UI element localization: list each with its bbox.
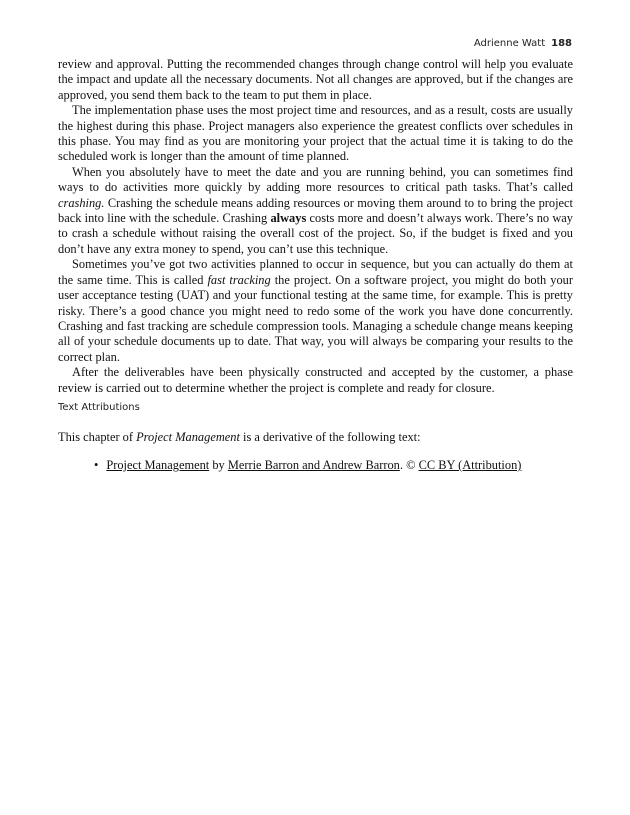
paragraph-3-text-c: costs more and doesn’t always work. There’s no way to crash a schedule without raising the overall cost of the project. So, if the budget is fixed and you don’t have any extra money to spend, you can’t use this technique.	[58, 211, 573, 256]
authors-link[interactable]: Merrie Barron and Andrew Barron	[227, 458, 400, 472]
paragraph-5: After the deliverables have been physically constructed and accepted by the customer, a phase review is carried out to determine whether the project is complete and ready for closure.	[58, 365, 573, 395]
by-text: by	[209, 458, 228, 472]
crashing-term: crashing.	[58, 195, 105, 210]
paragraph-3-text-b: Crashing the schedule means adding resources or moving them around to to bring the project back into line with the schedule. Crashing	[58, 195, 573, 226]
source-title-link[interactable]: Project Management	[106, 458, 210, 472]
paragraph-1: review and approval. Putting the recommended changes through change control will help you evaluate the impact and update all the necessary documents. Not all changes are approved, but if the changes are approved, you send them back to the team to put them in place.	[58, 57, 573, 102]
paragraph-2: The implementation phase uses the most project time and resources, and as a result, costs are usually the highest during this phase. Project managers also experience the greatest conflicts over schedules in this phase. You may find as you are monitoring your project that the actual time it is taking to do the scheduled work is longer than the amount of time planned.	[58, 103, 573, 164]
attribution-item	[94, 458, 521, 473]
attribution-intro	[58, 430, 573, 445]
book-title: Project Management	[136, 430, 240, 444]
paragraph-4-text-a: Sometimes you’ve got two activities planned to occur in sequence, but you can actually do them at the same time. This is called	[58, 257, 573, 287]
page-number: 188	[551, 38, 572, 49]
copyright-text: . ©	[399, 458, 419, 472]
running-header	[474, 38, 572, 49]
attribution-intro-a: This chapter of	[58, 430, 137, 444]
attribution-intro-b: is a derivative of the following text:	[239, 430, 421, 444]
paragraph-4-text-b: the project. On a software project, you might do both your user acceptance testing (UAT) and your functional testing at the same time, for example. This is pretty risky. There’s a good chance you might need to redo some of the work you have done concurrently. Crashing and fast tracking are schedule compression tools. Managing a schedule change means keeping all of your schedule documents up to date. That way, you will always be comparing your results to the correct plan.	[58, 272, 573, 364]
license-link[interactable]: CC BY (Attribution)	[418, 458, 522, 472]
fast-tracking-term: fast tracking	[207, 272, 271, 287]
paragraph-3-text-a: When you absolutely have to meet the date and you are running behind, you can sometimes find ways to do activities more quickly by adding more resources to critical path tasks. That’s called	[58, 164, 573, 195]
always-emphasis: always	[270, 211, 307, 226]
paragraph-3	[58, 165, 573, 257]
attribution-list	[94, 458, 521, 473]
body-text	[58, 57, 573, 396]
author-name: Adrienne Watt	[473, 38, 546, 49]
paragraph-4	[58, 257, 573, 365]
text-attributions-heading: Text Attributions	[58, 402, 140, 413]
